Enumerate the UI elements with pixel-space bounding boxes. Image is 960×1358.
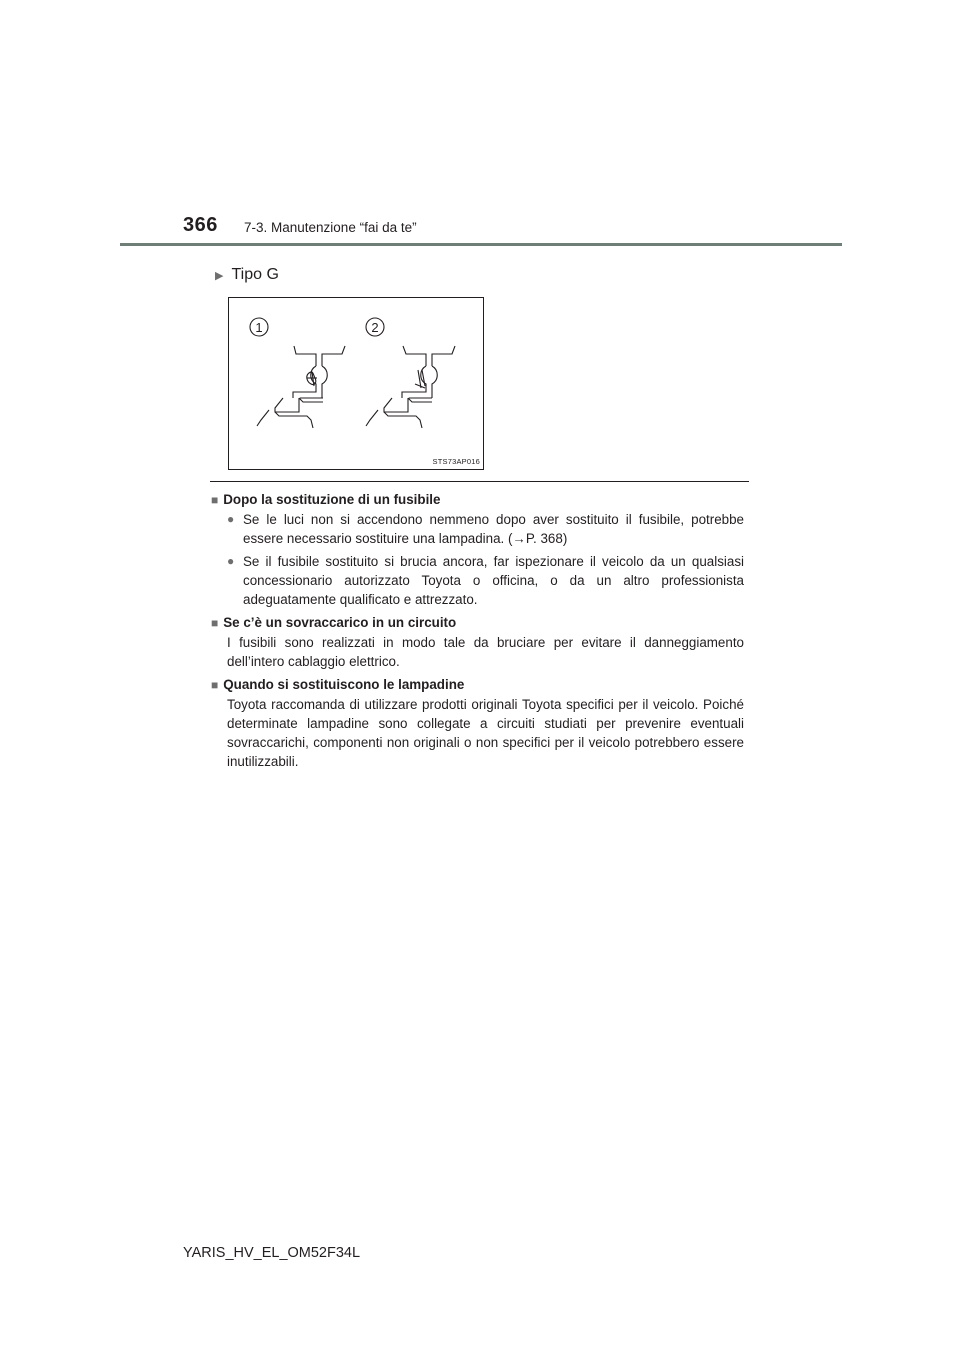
block-text: Toyota raccomanda di utilizzare prodotti originali Toyota specifici per il veicolo. Poiché determinate lampadine sono collegate a circuiti studiati per prevenire eventuali sovraccarichi, componenti non originali o non specifici per il veicolo potrebbero essere inutilizzabili. <box>227 697 744 769</box>
block-title <box>211 490 744 510</box>
type-heading <box>215 266 279 284</box>
block-fuse-replaced <box>211 490 744 609</box>
header-rule <box>120 243 842 246</box>
square-bullet-icon: ■ <box>211 678 219 692</box>
square-bullet-icon: ■ <box>211 493 219 507</box>
section-title: 7-3. Manutenzione “fai da te” <box>244 220 417 235</box>
block-title-text: Se c’è un sovraccarico in un circuito <box>223 615 457 630</box>
list-item-text: Se il fusibile sostituito si brucia ancora, far ispezionare il veicolo da un qualsiasi concessionario autorizzato Toyota o officina, o da un altro professionista adeguatamente qualificato e attrezzato. <box>243 554 744 607</box>
dot-bullet-icon: ● <box>227 554 235 568</box>
page-number: 366 <box>183 214 218 236</box>
fuse-illustration <box>228 297 484 470</box>
fuse-2-sketch <box>366 346 455 428</box>
list-item <box>211 552 744 609</box>
triangle-right-icon: ▶ <box>215 269 224 282</box>
type-heading-label: Tipo G <box>231 266 279 283</box>
block-bulbs <box>211 675 744 771</box>
footer-code: YARIS_HV_EL_OM52F34L <box>183 1245 361 1261</box>
dot-bullet-icon: ● <box>227 512 235 526</box>
list-item-text: Se le luci non si accendono nemmeno dopo aver sostituito il fusibile, potrebbe essere necessario sostituire una lampadina. (→P. 368) <box>243 512 744 546</box>
block-overload <box>211 613 744 671</box>
figure-label-1: 1 <box>255 320 263 335</box>
block-text: I fusibili sono realizzati in modo tale da bruciare per evitare il danneggiamento dell’intero cablaggio elettrico. <box>227 635 744 669</box>
block-title-text: Dopo la sostituzione di un fusibile <box>223 492 441 507</box>
fuse-1-sketch <box>257 346 345 428</box>
content-rule <box>210 481 749 482</box>
figure-code: STS73AP016 <box>432 457 480 466</box>
figure-label-2: 2 <box>371 320 379 335</box>
square-bullet-icon: ■ <box>211 616 219 630</box>
block-title <box>211 675 744 695</box>
fuse-drawing <box>229 298 485 471</box>
list-item <box>211 510 744 548</box>
block-title-text: Quando si sostituiscono le lampadine <box>223 677 465 692</box>
block-title <box>211 613 744 633</box>
content <box>211 490 744 775</box>
